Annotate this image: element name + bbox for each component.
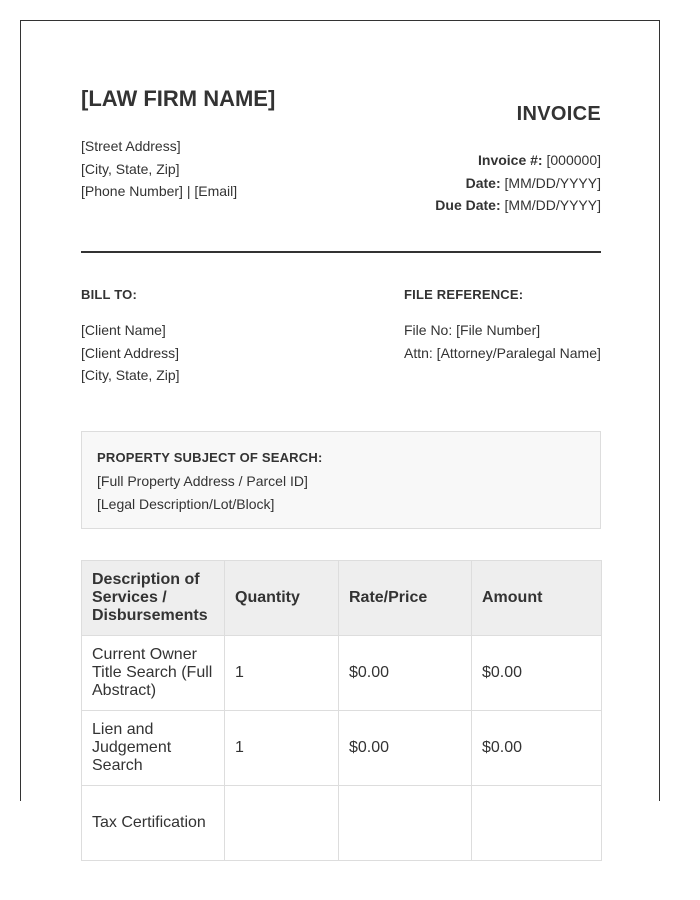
client-address: [Client Address]	[81, 344, 180, 361]
invoice-due-value: [MM/DD/YYYY]	[504, 197, 601, 213]
invoice-title: INVOICE	[516, 103, 601, 125]
invoice-meta	[435, 149, 601, 217]
firm-contact: [Phone Number] | [Email]	[81, 183, 238, 199]
invoice-number-value: [000000]	[546, 152, 601, 168]
property-details	[97, 470, 308, 515]
services-table	[81, 560, 602, 861]
bill-to-block	[81, 319, 180, 387]
invoice-date-label: Date:	[465, 174, 501, 191]
cell-amount: $0.00	[472, 711, 602, 786]
table-header-row	[82, 561, 602, 636]
cell-quantity: 1	[225, 711, 339, 786]
cell-amount: $0.00	[472, 636, 602, 711]
table-row	[82, 711, 602, 786]
cell-amount	[472, 786, 602, 861]
property-legal: [Legal Description/Lot/Block]	[97, 495, 275, 512]
firm-address-block	[81, 135, 237, 203]
property-box	[81, 431, 601, 529]
invoice-due-label: Due Date:	[435, 197, 501, 213]
invoice-due-line	[435, 194, 601, 217]
file-attn: Attn: [Attorney/Paralegal Name]	[404, 344, 601, 361]
cell-description: Lien and Judgement Search	[82, 711, 225, 786]
property-heading: PROPERTY SUBJECT OF SEARCH:	[97, 450, 323, 465]
invoice-date-line	[435, 172, 601, 195]
bill-to-heading: BILL TO:	[81, 287, 138, 302]
cell-description: Current Owner Title Search (Full Abstract)	[82, 636, 225, 711]
header-amount: Amount	[472, 561, 602, 636]
cell-quantity: 1	[225, 636, 339, 711]
client-city: [City, State, Zip]	[81, 367, 180, 383]
invoice-sheet	[20, 20, 660, 831]
table-row	[82, 636, 602, 711]
cell-quantity	[225, 786, 339, 861]
cell-rate	[339, 786, 472, 861]
invoice-number-label: Invoice #:	[478, 152, 543, 168]
file-reference-block	[404, 319, 601, 364]
firm-city: [City, State, Zip]	[81, 160, 180, 177]
header-divider	[81, 251, 601, 253]
table-row	[82, 786, 602, 861]
header-quantity: Quantity	[225, 561, 339, 636]
header-rate: Rate/Price	[339, 561, 472, 636]
file-reference-heading: FILE REFERENCE:	[404, 287, 524, 302]
client-name: [Client Name]	[81, 322, 166, 338]
firm-street: [Street Address]	[81, 138, 181, 154]
firm-name: [LAW FIRM NAME]	[81, 86, 276, 111]
cell-description: Tax Certification	[82, 786, 225, 861]
property-address: [Full Property Address / Parcel ID]	[97, 473, 308, 489]
invoice-date-value: [MM/DD/YYYY]	[504, 174, 601, 191]
header-description: Description of Services / Disbursements	[82, 561, 225, 636]
file-number: File No: [File Number]	[404, 322, 541, 338]
cell-rate: $0.00	[339, 636, 472, 711]
invoice-number-line	[435, 149, 601, 172]
cell-rate: $0.00	[339, 711, 472, 786]
